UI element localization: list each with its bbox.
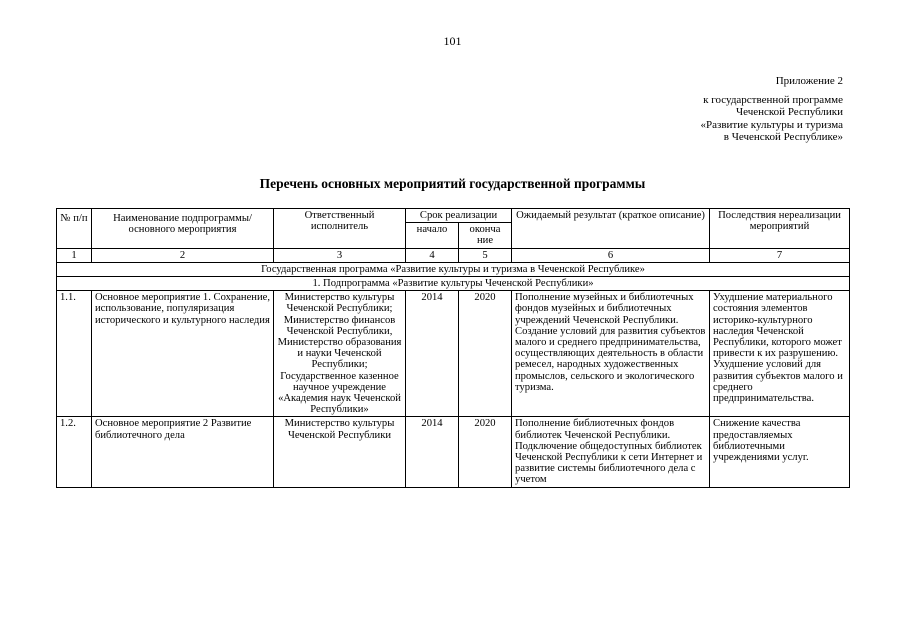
column-number: 7 xyxy=(710,248,850,262)
header-name: Наименование подпрограммы/ основного мероприятия xyxy=(92,209,274,249)
row-start: 2014 xyxy=(406,291,459,417)
header-row xyxy=(57,209,850,223)
header-result: Ожидаемый результат (краткое описание) xyxy=(512,209,710,249)
row-name: Основное мероприятие 2 Развитие библиотечного дела xyxy=(92,417,274,487)
row-name: Основное мероприятие 1. Сохранение, использование, популяризация исторического и культурного наследия xyxy=(92,291,274,417)
subprogram-title: 1. Подпрограмма «Развитие культуры Чеченской Республики» xyxy=(57,277,850,291)
header-term-start: начало xyxy=(406,223,459,248)
appendix-line: в Чеченской Республике» xyxy=(723,130,843,143)
row-executor: Министерство культуры Чеченской Республики xyxy=(274,417,406,487)
row-end: 2020 xyxy=(459,417,512,487)
row-start: 2014 xyxy=(406,417,459,487)
column-number: 4 xyxy=(406,248,459,262)
column-number: 6 xyxy=(512,248,710,262)
subprogram-row xyxy=(57,277,850,291)
column-numbers-row xyxy=(57,248,850,262)
header-executor: Ответственный исполнитель xyxy=(274,209,406,249)
row-num: 1.1. xyxy=(57,291,92,417)
appendix-line: к государственной программе xyxy=(703,94,843,107)
appendix-line: Приложение 2 xyxy=(775,75,843,87)
appendix-line: Чеченской Республики xyxy=(735,106,843,119)
row-executor: Министерство культуры Чеченской Республики; Министерство финансов Чеченской Республики, Министерство образования и науки Чеченской Республики; Государственное казенное научное учреждение «Академия наук Чеченской Республики» xyxy=(274,291,406,417)
row-consequences: Снижение качества предоставляемых библиотечными учреждениями услуг. xyxy=(710,417,850,487)
table-row xyxy=(57,417,850,487)
appendix-block xyxy=(701,75,844,143)
row-end: 2020 xyxy=(459,291,512,417)
program-title: Государственная программа «Развитие культуры и туризма в Чеченской Республике» xyxy=(57,262,850,276)
header-consequences: Последствия нереализации мероприятий xyxy=(710,209,850,249)
program-row xyxy=(57,262,850,276)
column-number: 5 xyxy=(459,248,512,262)
document-title: Перечень основных мероприятий государственной программы xyxy=(259,176,646,191)
column-number: 2 xyxy=(92,248,274,262)
activities-table xyxy=(56,208,850,488)
row-consequences: Ухудшение материального состояния элементов историко-культурного наследия Чеченской Республики, которого может привести к их разрушению. Ухудшение условий для развития субъектов малого и среднего предпринимательства. xyxy=(710,291,850,417)
row-result: Пополнение музейных и библиотечных фондов музейных и библиотечных учреждений Чеченской Республики. Создание условий для развития субъектов малого и среднего предпринимательства, осуществляющих деятельность в области ремесел, народных художественных промыслов, сельского и экологического туризма. xyxy=(512,291,710,417)
table-row xyxy=(57,291,850,417)
header-term-end: оконча ние xyxy=(459,223,512,248)
header-num: № п/п xyxy=(57,209,92,249)
appendix-line: «Развитие культуры и туризма xyxy=(700,118,843,131)
page-number: 101 xyxy=(443,34,462,48)
column-number: 1 xyxy=(57,248,92,262)
column-number: 3 xyxy=(274,248,406,262)
row-result: Пополнение библиотечных фондов библиотек Чеченской Республики. Подключение общедоступных библиотек Чеченской Республики к сети Интернет и развитие системы библиотечного дела с учетом xyxy=(512,417,710,487)
row-num: 1.2. xyxy=(57,417,92,487)
header-term: Срок реализации xyxy=(406,209,512,223)
